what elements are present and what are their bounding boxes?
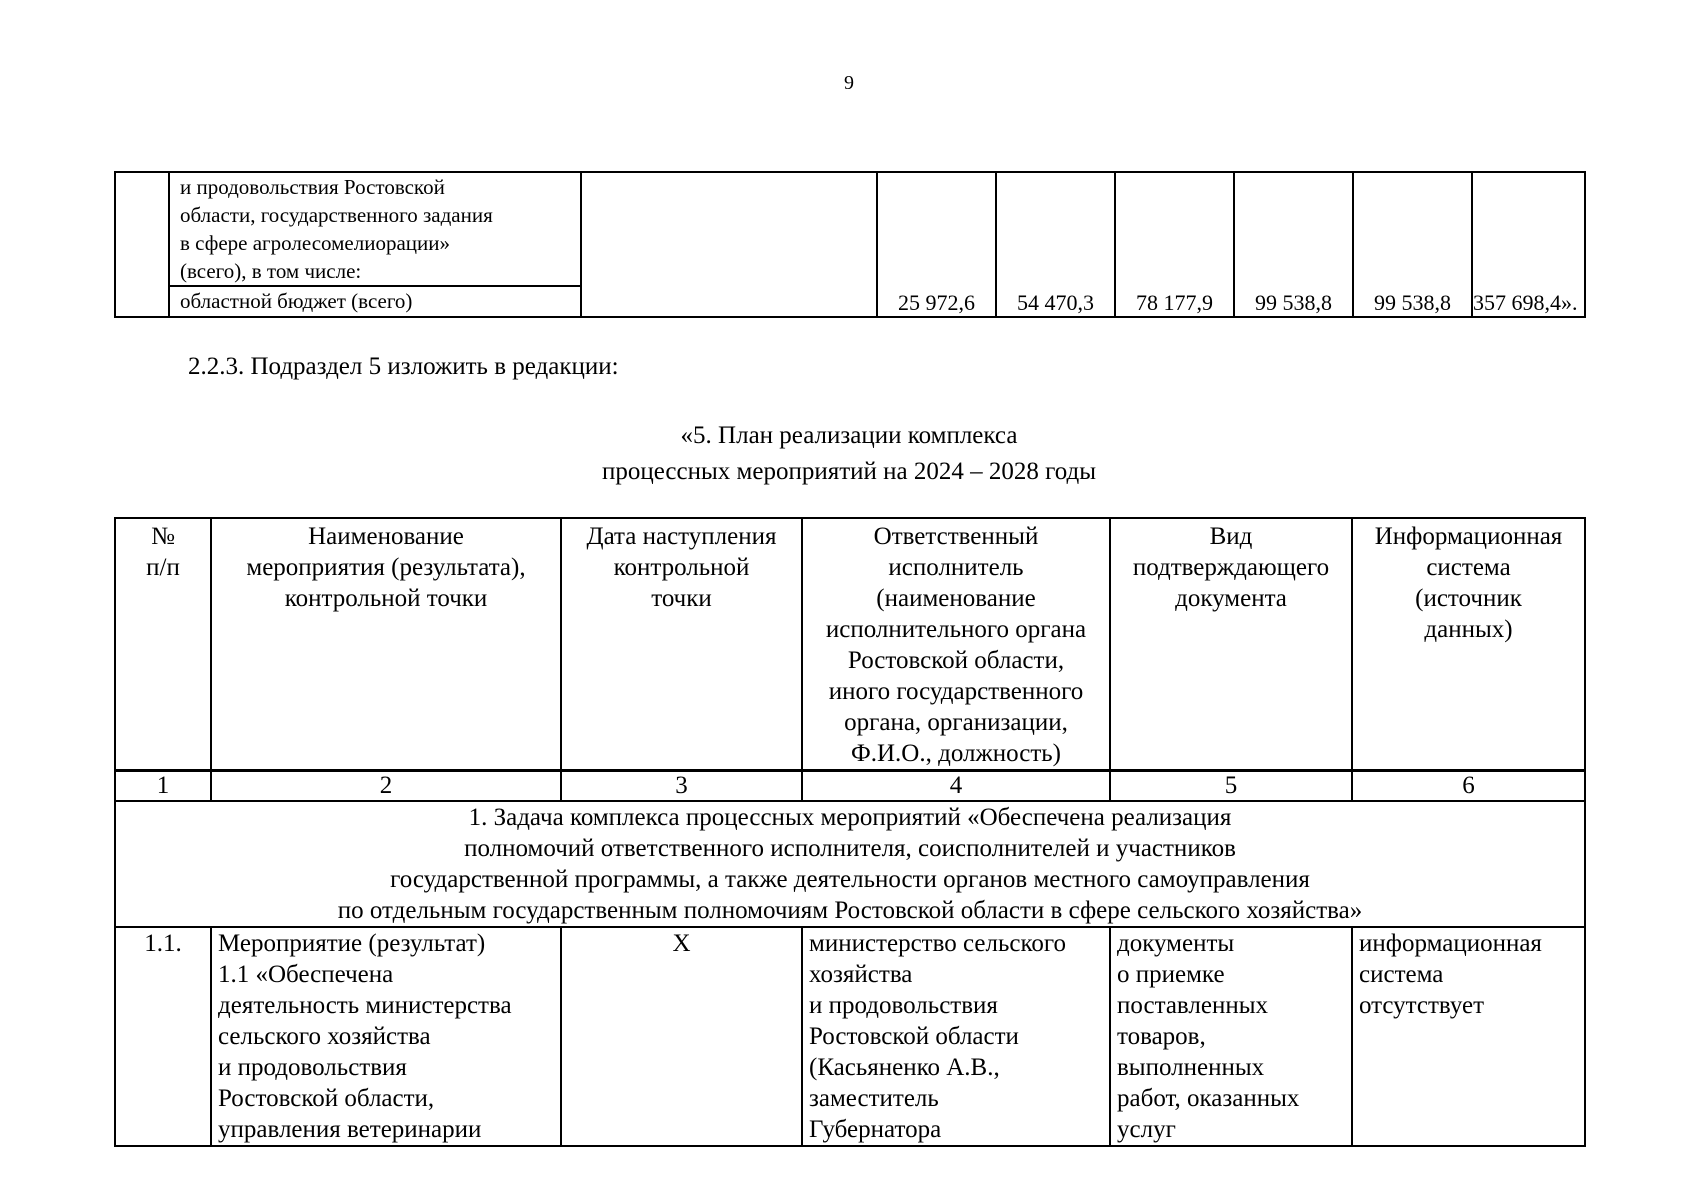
row-info-system: информационная система отсутствует xyxy=(1352,927,1585,1146)
column-number-2: 2 xyxy=(211,771,561,802)
column-number-6: 6 xyxy=(1352,771,1585,802)
subsection-heading: 2.2.3. Подраздел 5 изложить в редакции: xyxy=(188,353,619,380)
continuation-text-cell: и продовольствия Ростовской области, государственного задания в сфере агролесомелиорации» (всего), в том числе: xyxy=(169,172,581,286)
row-activity-name: Мероприятие (результат) 1.1 «Обеспечена деятельность министерства сельского хозяйства и продовольствия Ростовской области, управления ветеринарии xyxy=(211,927,561,1146)
budget-label-cell: областной бюджет (всего) xyxy=(169,286,581,317)
empty-executor-cell xyxy=(581,172,877,317)
row-number: 1.1. xyxy=(115,927,211,1146)
header-executor: Ответственный исполнитель (наименование исполнительного органа Ростовской области, иного государственного органа, организации, Ф.И.О., должность) xyxy=(802,518,1110,771)
value-2027: 99 538,8 xyxy=(1234,172,1353,317)
header-name: Наименование мероприятия (результата), контрольной точки xyxy=(211,518,561,771)
plan-title-line2: процессных мероприятий на 2024 – 2028 годы xyxy=(601,458,1097,485)
header-number: № п/п xyxy=(115,518,211,771)
plan-title-line1: «5. План реализации комплекса xyxy=(680,422,1018,449)
header-date: Дата наступления контрольной точки xyxy=(561,518,802,771)
column-number-1: 1 xyxy=(115,771,211,802)
row-date: Х xyxy=(561,927,802,1146)
task-heading: 1. Задача комплекса процессных мероприятий «Обеспечена реализация полномочий ответственного исполнителя, соисполнителей и участников государственной программы, а также деятельности органов местного самоуправления по отдельным государственным полномочиям Ростовской области в сфере сельского хозяйства» xyxy=(115,801,1585,927)
empty-number-cell xyxy=(115,172,169,317)
plan-title xyxy=(0,418,1698,490)
column-number-5: 5 xyxy=(1110,771,1352,802)
row-document: документы о приемке поставленных товаров, выполненных работ, оказанных услуг xyxy=(1110,927,1352,1146)
page-number: 9 xyxy=(844,72,854,94)
plan-table xyxy=(114,517,1586,1147)
column-number-3: 3 xyxy=(561,771,802,802)
budget-continuation-table xyxy=(114,171,1586,318)
value-2026: 78 177,9 xyxy=(1115,172,1234,317)
value-2025: 54 470,3 xyxy=(996,172,1115,317)
value-total: 357 698,4». xyxy=(1472,172,1585,317)
value-2024: 25 972,6 xyxy=(877,172,996,317)
value-2028: 99 538,8 xyxy=(1353,172,1472,317)
header-info-system: Информационная система (источник данных) xyxy=(1352,518,1585,771)
header-document: Вид подтверждающего документа xyxy=(1110,518,1352,771)
row-executor: министерство сельского хозяйства и продовольствия Ростовской области (Касьяненко А.В., заместитель Губернатора xyxy=(802,927,1110,1146)
column-number-4: 4 xyxy=(802,771,1110,802)
